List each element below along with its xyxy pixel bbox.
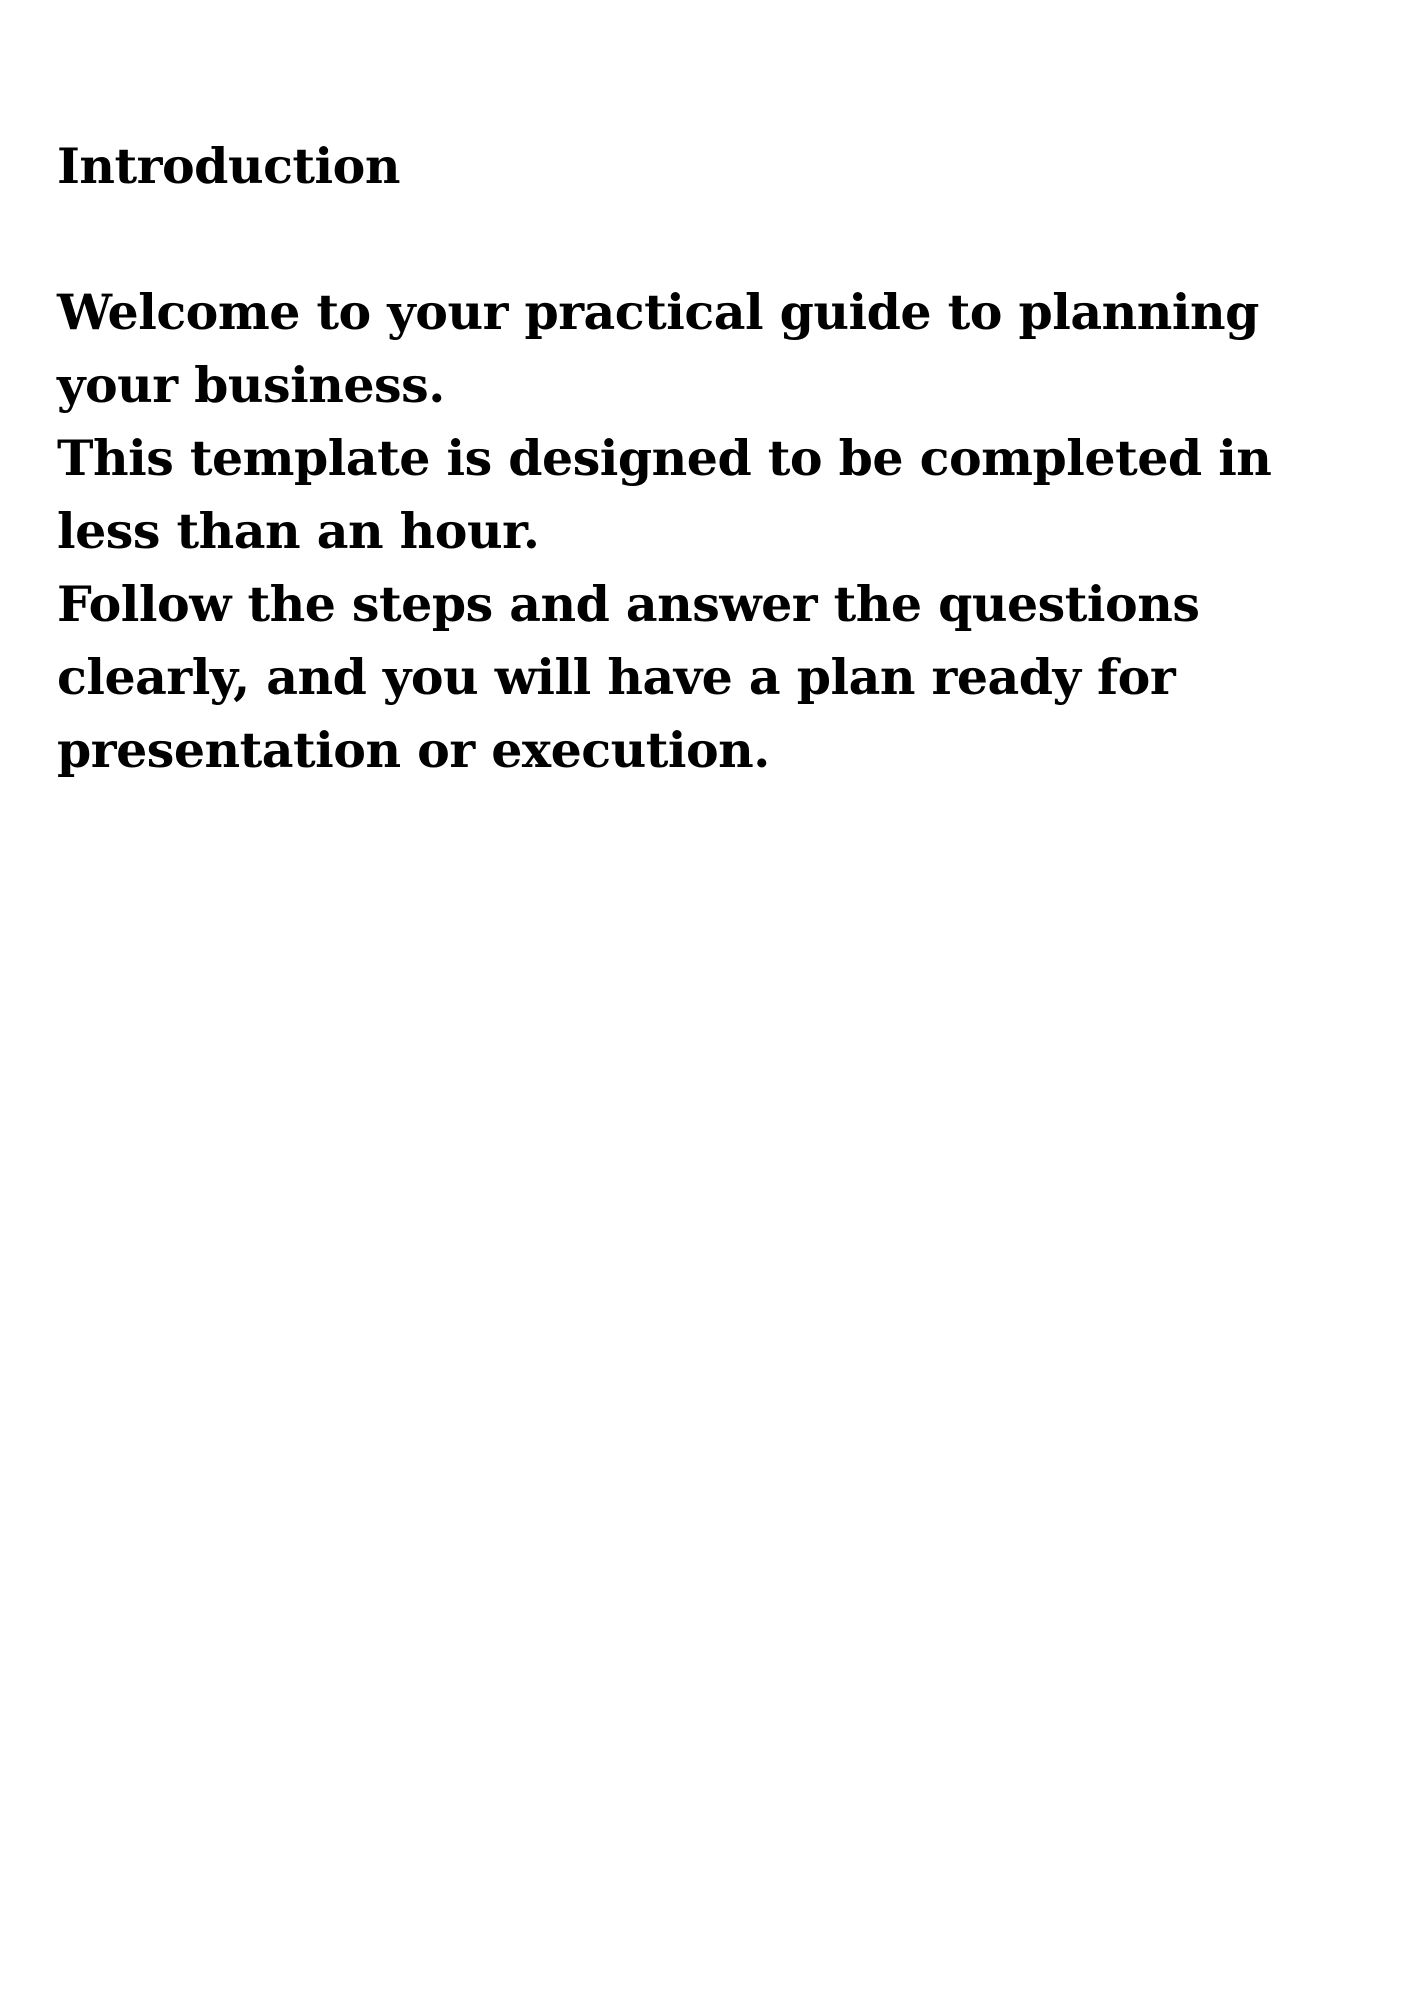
intro-text: [57, 276, 1374, 787]
intro-sentence-follow: Follow the steps and answer the questions clearly, and you will have a plan ready for presentation or execution.: [57, 575, 1200, 779]
intro-sentence-template: This template is designed to be completed in less than an hour.: [57, 429, 1272, 560]
section-heading: Introduction: [57, 137, 400, 195]
intro-sentence-welcome: Welcome to your practical guide to planning your business.: [57, 283, 1259, 414]
